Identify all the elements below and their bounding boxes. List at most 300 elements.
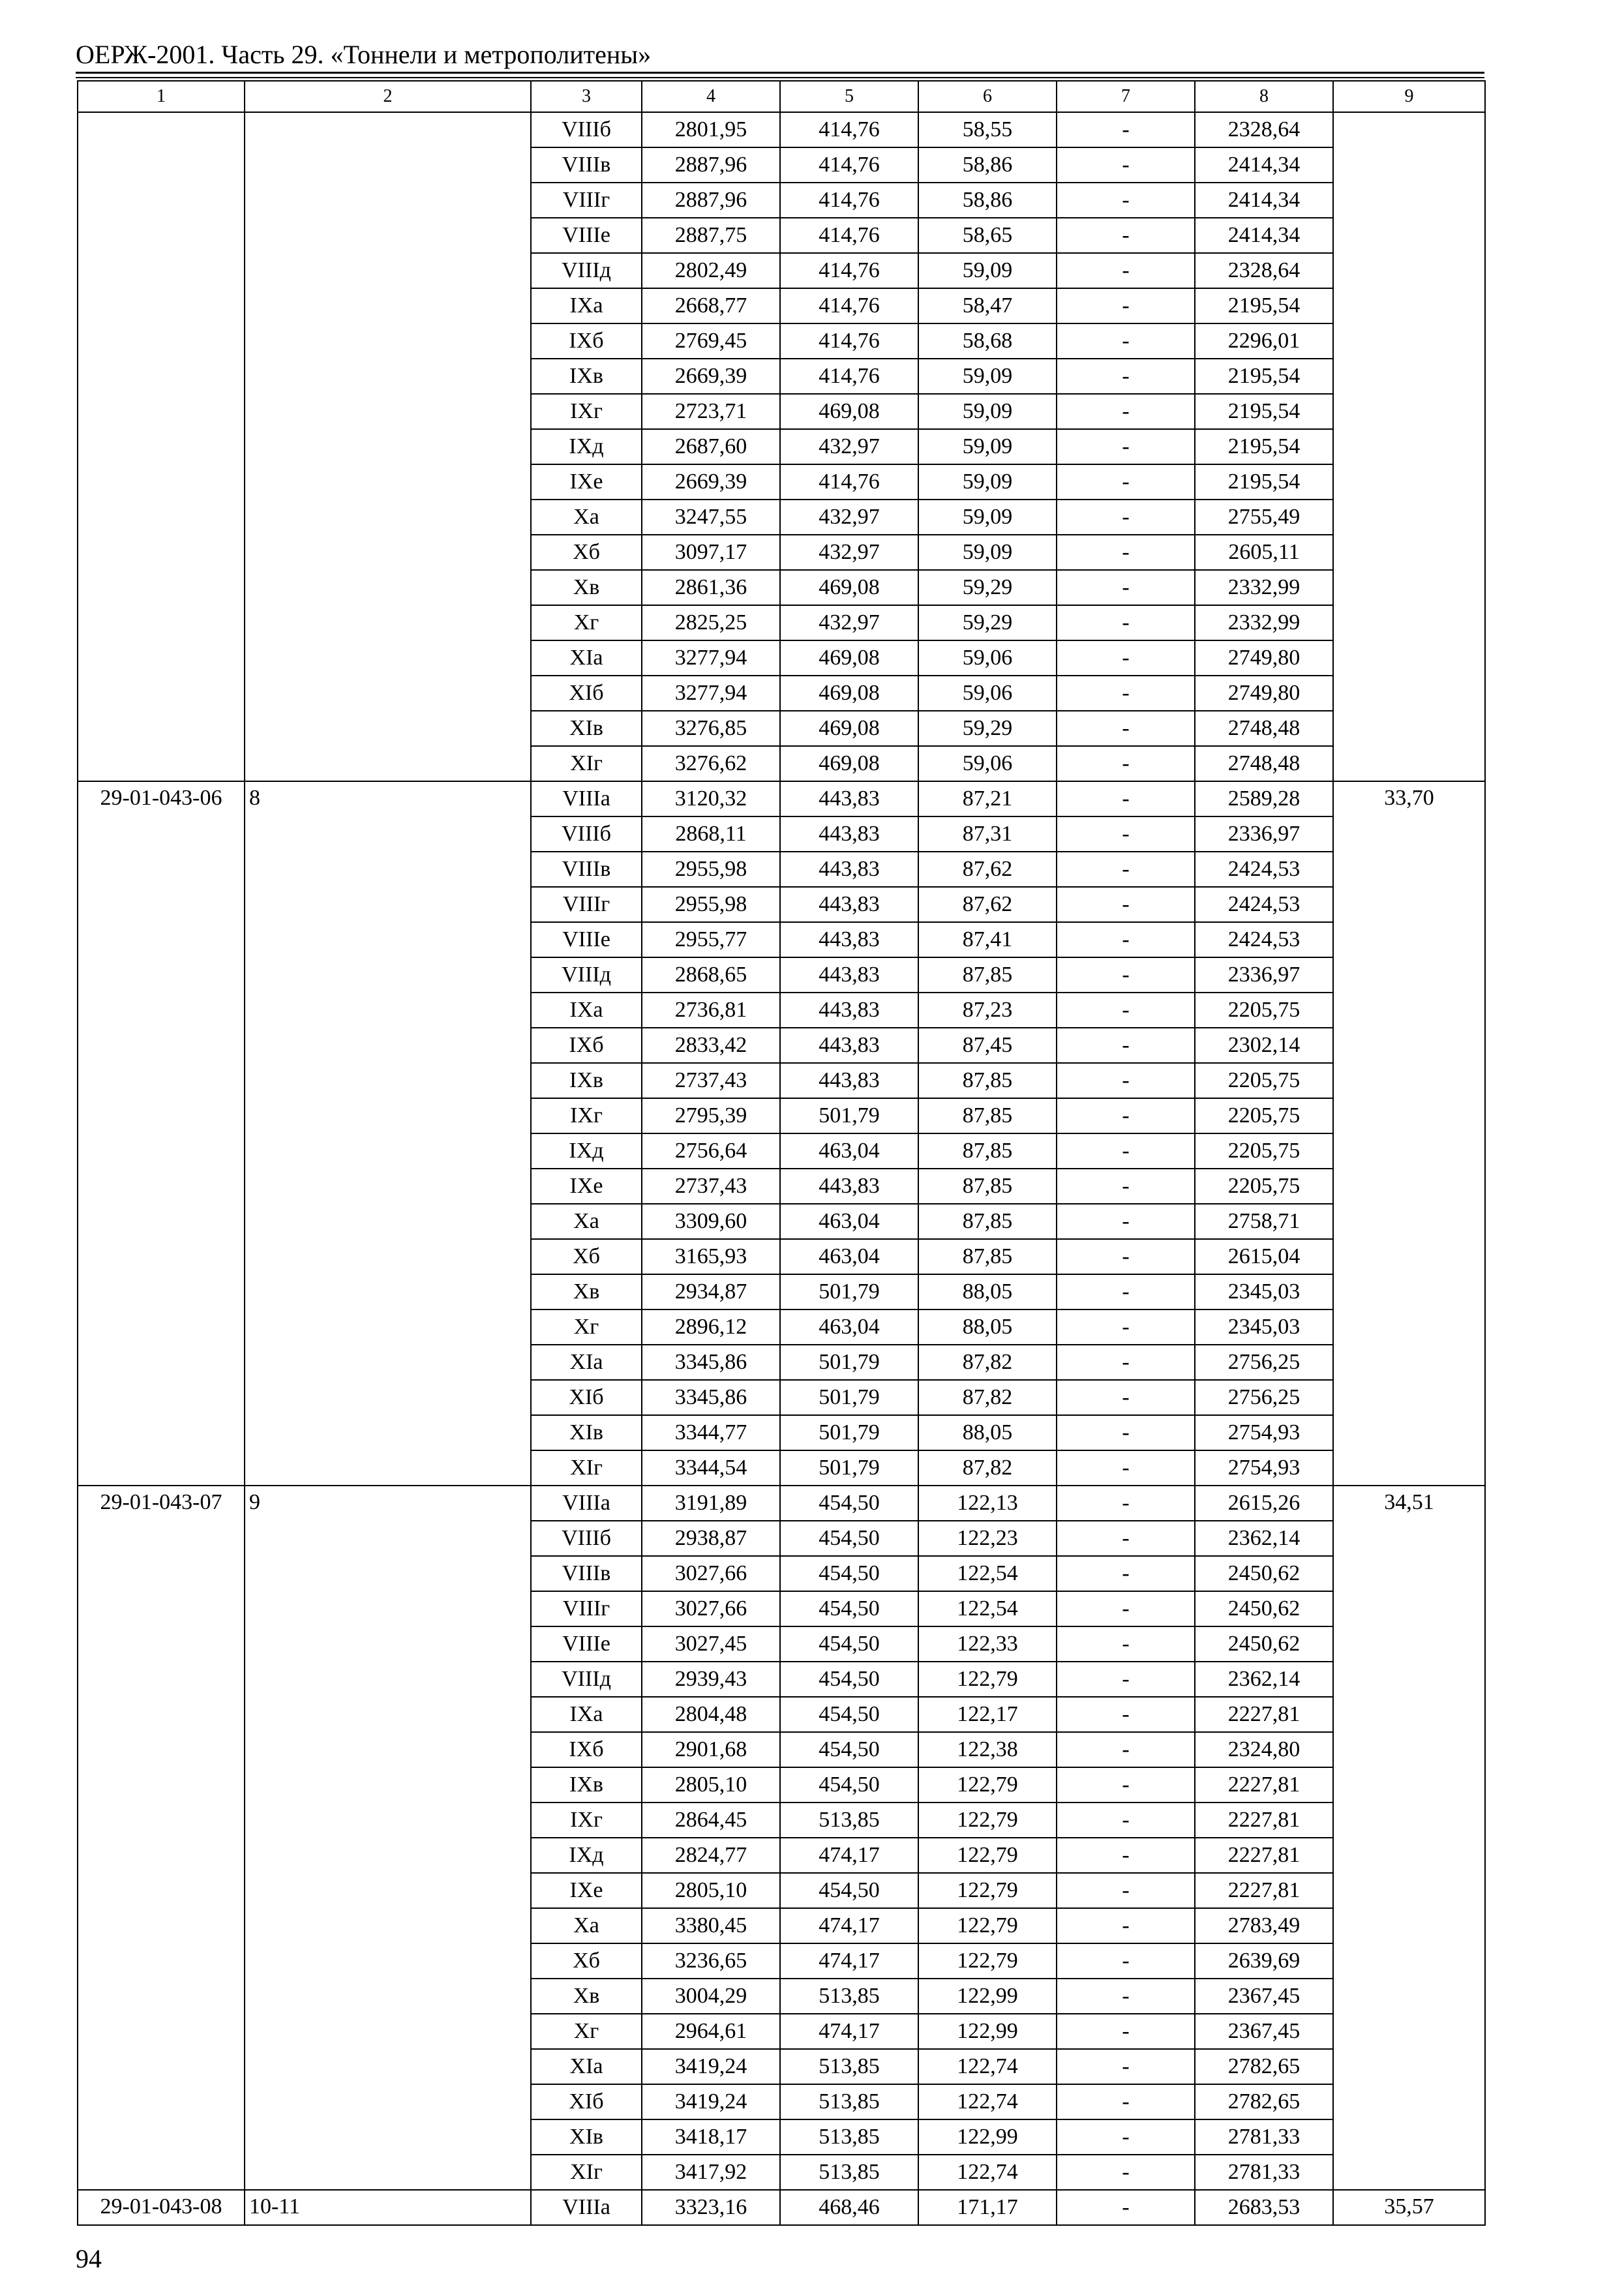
column-number-row [78,81,1485,112]
cell-col-7: - [1057,887,1195,922]
cell-col-3: VIIIв [531,852,642,887]
cell-col-4: 2737,43 [642,1063,780,1098]
cell-col-3: VIIIг [531,183,642,218]
cell-col-3: Xг [531,2014,642,2049]
cell-col-5: 469,08 [780,570,918,605]
cell-col-8: 2749,80 [1195,676,1333,711]
cell-col-8: 2227,81 [1195,1838,1333,1873]
column-header-7: 7 [1057,81,1195,112]
cell-col-6: 122,38 [918,1732,1057,1767]
cell-col-3: IXе [531,464,642,500]
cell-col-6: 122,79 [918,1908,1057,1943]
cell-col-7: - [1057,1591,1195,1626]
cell-col-7: - [1057,1486,1195,1521]
cell-col-5: 414,76 [780,183,918,218]
column-header-5: 5 [780,81,918,112]
cell-col-6: 59,09 [918,394,1057,429]
cell-col-8: 2782,65 [1195,2084,1333,2119]
cell-col-6: 87,41 [918,922,1057,957]
cell-col-7: - [1057,1028,1195,1063]
cell-col-5: 454,50 [780,1732,918,1767]
rates-table [77,80,1486,2226]
cell-col-4: 3419,24 [642,2084,780,2119]
cell-col-6: 122,79 [918,1873,1057,1908]
cell-col-8: 2615,26 [1195,1486,1333,1521]
cell-col-5: 474,17 [780,1838,918,1873]
cell-col-5: 513,85 [780,1979,918,2014]
cell-col-8: 2749,80 [1195,640,1333,676]
cell-col-8: 2748,48 [1195,746,1333,781]
cell-col-5: 414,76 [780,288,918,323]
cell-col-6: 58,65 [918,218,1057,253]
cell-col-4: 2824,77 [642,1838,780,1873]
column-header-2: 2 [245,81,531,112]
cell-col-7: - [1057,640,1195,676]
column-header-9: 9 [1333,81,1485,112]
cell-col-7: - [1057,2155,1195,2190]
cell-col-3: Xв [531,1979,642,2014]
cell-col-5: 454,50 [780,1486,918,1521]
cell-col-7: - [1057,1098,1195,1133]
cell-col-6: 122,99 [918,2014,1057,2049]
cell-col-3: VIIIд [531,1662,642,1697]
cell-col-5: 463,04 [780,1133,918,1169]
cell-col-3: IXд [531,1838,642,1873]
cell-col-3: Xв [531,1274,642,1309]
cell-col-4: 2668,77 [642,288,780,323]
cell-col-3: VIIIе [531,1626,642,1662]
cell-col-8: 2227,81 [1195,1803,1333,1838]
cell-col-5: 454,50 [780,1591,918,1626]
page-number: 94 [76,2244,102,2273]
cell-col-8: 2367,45 [1195,2014,1333,2049]
cell-col-7: - [1057,1415,1195,1450]
cell-col-8: 2195,54 [1195,429,1333,464]
cell-col-8: 2328,64 [1195,112,1333,147]
cell-col-5: 501,79 [780,1098,918,1133]
cell-col-4: 2939,43 [642,1662,780,1697]
cell-col-8: 2414,34 [1195,147,1333,183]
cell-col-5: 443,83 [780,1169,918,1204]
cell-col-4: 3277,94 [642,640,780,676]
cell-col-3: IXд [531,429,642,464]
cell-col-3: Xа [531,500,642,535]
cell-col-6: 59,09 [918,359,1057,394]
table-row [78,112,1485,147]
cell-col-3: XIа [531,640,642,676]
cell-col-8: 2756,25 [1195,1345,1333,1380]
cell-col-4: 3191,89 [642,1486,780,1521]
cell-col-4: 3417,92 [642,2155,780,2190]
cell-col-7: - [1057,1908,1195,1943]
cell-col-7: - [1057,253,1195,288]
cell-col-4: 3097,17 [642,535,780,570]
cell-col-3: VIIIг [531,1591,642,1626]
cell-col-4: 3120,32 [642,781,780,816]
cell-col-7: - [1057,1873,1195,1908]
cell-col-5: 463,04 [780,1204,918,1239]
cell-col-7: - [1057,1943,1195,1979]
cell-col-3: XIа [531,1345,642,1380]
cell-col-6: 122,13 [918,1486,1057,1521]
cell-col-8: 2755,49 [1195,500,1333,535]
cell-col-4: 2864,45 [642,1803,780,1838]
cell-col-8: 2756,25 [1195,1380,1333,1415]
cell-col-7: - [1057,1063,1195,1098]
cell-col-3: Xб [531,1239,642,1274]
cell-col-3: IXа [531,993,642,1028]
cell-col-3: XIб [531,676,642,711]
cell-col-5: 414,76 [780,147,918,183]
cell-col-7: - [1057,1767,1195,1803]
cell-col-7: - [1057,605,1195,640]
cell-col-3: IXв [531,359,642,394]
rate-code-cell: 29-01-043-06 [78,781,245,1486]
cell-col-7: - [1057,1204,1195,1239]
cell-col-4: 3236,65 [642,1943,780,1979]
cell-col-4: 2868,65 [642,957,780,993]
cell-col-3: VIIIд [531,957,642,993]
column-9-cell: 34,51 [1333,1486,1485,2190]
column-header-8: 8 [1195,81,1333,112]
cell-col-8: 2328,64 [1195,253,1333,288]
cell-col-8: 2450,62 [1195,1626,1333,1662]
cell-col-4: 2901,68 [642,1732,780,1767]
cell-col-5: 463,04 [780,1239,918,1274]
cell-col-6: 122,33 [918,1626,1057,1662]
cell-col-7: - [1057,1450,1195,1486]
cell-col-7: - [1057,676,1195,711]
cell-col-7: - [1057,1803,1195,1838]
cell-col-4: 2723,71 [642,394,780,429]
cell-col-3: VIIIб [531,1521,642,1556]
table-header [78,81,1485,112]
cell-col-8: 2227,81 [1195,1767,1333,1803]
cell-col-8: 2639,69 [1195,1943,1333,1979]
cell-col-3: XIв [531,711,642,746]
cell-col-6: 87,23 [918,993,1057,1028]
cell-col-5: 414,76 [780,464,918,500]
cell-col-5: 501,79 [780,1274,918,1309]
cell-col-5: 469,08 [780,394,918,429]
cell-col-5: 469,08 [780,676,918,711]
cell-col-8: 2324,80 [1195,1732,1333,1767]
cell-col-6: 122,54 [918,1591,1057,1626]
cell-col-7: - [1057,288,1195,323]
cell-col-4: 3344,77 [642,1415,780,1450]
cell-col-4: 2964,61 [642,2014,780,2049]
cell-col-6: 87,62 [918,887,1057,922]
cell-col-6: 87,85 [918,1133,1057,1169]
cell-col-4: 2896,12 [642,1309,780,1345]
cell-col-6: 122,99 [918,2119,1057,2155]
cell-col-5: 469,08 [780,746,918,781]
cell-col-4: 2736,81 [642,993,780,1028]
cell-col-3: VIIIд [531,253,642,288]
cell-col-6: 122,23 [918,1521,1057,1556]
cell-col-6: 88,05 [918,1309,1057,1345]
cell-col-5: 414,76 [780,253,918,288]
cell-col-4: 2737,43 [642,1169,780,1204]
column-9-cell: 35,57 [1333,2190,1485,2225]
cell-col-5: 454,50 [780,1873,918,1908]
column-9-cell [1333,112,1485,781]
cell-col-7: - [1057,1626,1195,1662]
cell-col-4: 3027,66 [642,1591,780,1626]
cell-col-7: - [1057,1239,1195,1274]
cell-col-8: 2615,04 [1195,1239,1333,1274]
cell-col-3: VIIIе [531,218,642,253]
cell-col-7: - [1057,781,1195,816]
cell-col-4: 3165,93 [642,1239,780,1274]
cell-col-7: - [1057,1274,1195,1309]
cell-col-5: 443,83 [780,781,918,816]
cell-col-4: 2795,39 [642,1098,780,1133]
cell-col-4: 3276,85 [642,711,780,746]
cell-col-8: 2362,14 [1195,1662,1333,1697]
cell-col-6: 59,09 [918,429,1057,464]
cell-col-3: XIв [531,2119,642,2155]
cell-col-3: Xб [531,535,642,570]
cell-col-8: 2296,01 [1195,323,1333,359]
cell-col-3: IXг [531,394,642,429]
cell-col-3: VIIIа [531,1486,642,1521]
cell-col-3: VIIIа [531,781,642,816]
cell-col-6: 59,06 [918,640,1057,676]
cell-col-7: - [1057,570,1195,605]
cell-col-8: 2195,54 [1195,288,1333,323]
cell-col-5: 443,83 [780,1028,918,1063]
cell-col-4: 2887,96 [642,147,780,183]
cell-col-5: 414,76 [780,359,918,394]
cell-col-8: 2332,99 [1195,570,1333,605]
cell-col-4: 2887,75 [642,218,780,253]
rate-code-cell [78,112,245,781]
cell-col-8: 2345,03 [1195,1309,1333,1345]
cell-col-7: - [1057,1345,1195,1380]
cell-col-8: 2424,53 [1195,887,1333,922]
column-2-cell: 8 [245,781,531,1486]
cell-col-6: 87,82 [918,1345,1057,1380]
cell-col-4: 2805,10 [642,1873,780,1908]
cell-col-3: XIг [531,2155,642,2190]
cell-col-7: - [1057,112,1195,147]
cell-col-3: IXе [531,1169,642,1204]
cell-col-4: 3419,24 [642,2049,780,2084]
cell-col-5: 454,50 [780,1662,918,1697]
cell-col-6: 122,74 [918,2049,1057,2084]
cell-col-5: 469,08 [780,640,918,676]
cell-col-6: 122,99 [918,1979,1057,2014]
cell-col-7: - [1057,323,1195,359]
cell-col-7: - [1057,218,1195,253]
cell-col-8: 2227,81 [1195,1873,1333,1908]
cell-col-5: 454,50 [780,1626,918,1662]
cell-col-4: 2934,87 [642,1274,780,1309]
cell-col-8: 2748,48 [1195,711,1333,746]
cell-col-3: IXв [531,1063,642,1098]
cell-col-3: Xг [531,605,642,640]
cell-col-8: 2302,14 [1195,1028,1333,1063]
cell-col-4: 2833,42 [642,1028,780,1063]
cell-col-5: 432,97 [780,429,918,464]
cell-col-5: 443,83 [780,887,918,922]
cell-col-5: 501,79 [780,1345,918,1380]
cell-col-6: 58,55 [918,112,1057,147]
cell-col-3: IXд [531,1133,642,1169]
cell-col-8: 2195,54 [1195,464,1333,500]
column-2-cell: 9 [245,1486,531,2190]
cell-col-3: VIIIа [531,2190,642,2225]
cell-col-6: 87,85 [918,1098,1057,1133]
cell-col-4: 2861,36 [642,570,780,605]
cell-col-6: 59,29 [918,605,1057,640]
cell-col-6: 88,05 [918,1274,1057,1309]
cell-col-5: 513,85 [780,2084,918,2119]
cell-col-4: 3418,17 [642,2119,780,2155]
cell-col-5: 513,85 [780,2049,918,2084]
cell-col-6: 58,86 [918,147,1057,183]
cell-col-7: - [1057,711,1195,746]
cell-col-5: 474,17 [780,1943,918,1979]
cell-col-7: - [1057,1380,1195,1415]
cell-col-8: 2424,53 [1195,922,1333,957]
cell-col-3: VIIIв [531,1556,642,1591]
cell-col-4: 2887,96 [642,183,780,218]
cell-col-8: 2589,28 [1195,781,1333,816]
cell-col-5: 454,50 [780,1697,918,1732]
cell-col-4: 2669,39 [642,359,780,394]
cell-col-7: - [1057,1133,1195,1169]
cell-col-5: 432,97 [780,605,918,640]
column-header-4: 4 [642,81,780,112]
cell-col-8: 2683,53 [1195,2190,1333,2225]
table-row [78,1486,1485,1521]
cell-col-6: 88,05 [918,1415,1057,1450]
cell-col-6: 122,79 [918,1838,1057,1873]
header-rule-thin [76,77,1484,78]
cell-col-6: 87,85 [918,1063,1057,1098]
cell-col-4: 3027,45 [642,1626,780,1662]
cell-col-7: - [1057,816,1195,852]
cell-col-4: 2955,77 [642,922,780,957]
cell-col-6: 122,54 [918,1556,1057,1591]
cell-col-3: IXа [531,1697,642,1732]
cell-col-6: 87,21 [918,781,1057,816]
cell-col-8: 2782,65 [1195,2049,1333,2084]
cell-col-4: 2802,49 [642,253,780,288]
cell-col-4: 3247,55 [642,500,780,535]
cell-col-6: 122,79 [918,1662,1057,1697]
cell-col-8: 2414,34 [1195,218,1333,253]
cell-col-5: 501,79 [780,1380,918,1415]
column-header-6: 6 [918,81,1057,112]
cell-col-5: 463,04 [780,1309,918,1345]
cell-col-5: 454,50 [780,1521,918,1556]
cell-col-6: 59,06 [918,676,1057,711]
cell-col-4: 3277,94 [642,676,780,711]
cell-col-8: 2205,75 [1195,1169,1333,1204]
cell-col-5: 468,46 [780,2190,918,2225]
cell-col-5: 443,83 [780,957,918,993]
cell-col-6: 58,68 [918,323,1057,359]
cell-col-7: - [1057,394,1195,429]
cell-col-7: - [1057,2190,1195,2225]
cell-col-7: - [1057,464,1195,500]
cell-col-7: - [1057,1556,1195,1591]
cell-col-3: Xа [531,1204,642,1239]
cell-col-6: 87,82 [918,1450,1057,1486]
cell-col-7: - [1057,2084,1195,2119]
cell-col-7: - [1057,359,1195,394]
header-rule-thick [76,72,1484,74]
table-row [78,2190,1485,2225]
cell-col-8: 2783,49 [1195,1908,1333,1943]
cell-col-3: IXб [531,1732,642,1767]
cell-col-3: IXг [531,1098,642,1133]
cell-col-3: IXб [531,323,642,359]
cell-col-3: VIIIб [531,816,642,852]
cell-col-6: 122,17 [918,1697,1057,1732]
cell-col-8: 2367,45 [1195,1979,1333,2014]
cell-col-7: - [1057,429,1195,464]
cell-col-5: 513,85 [780,2119,918,2155]
cell-col-7: - [1057,1838,1195,1873]
cell-col-8: 2450,62 [1195,1591,1333,1626]
cell-col-8: 2754,93 [1195,1415,1333,1450]
column-header-3: 3 [531,81,642,112]
rate-code-cell: 29-01-043-07 [78,1486,245,2190]
cell-col-7: - [1057,147,1195,183]
cell-col-7: - [1057,746,1195,781]
rate-code-cell: 29-01-043-08 [78,2190,245,2225]
cell-col-3: IXв [531,1767,642,1803]
cell-col-8: 2195,54 [1195,394,1333,429]
table-row [78,781,1485,816]
cell-col-8: 2781,33 [1195,2155,1333,2190]
cell-col-3: XIб [531,1380,642,1415]
cell-col-7: - [1057,1979,1195,2014]
cell-col-4: 3344,54 [642,1450,780,1486]
cell-col-4: 2868,11 [642,816,780,852]
cell-col-6: 59,09 [918,253,1057,288]
column-2-cell: 10-11 [245,2190,531,2225]
cell-col-5: 513,85 [780,2155,918,2190]
column-9-cell: 33,70 [1333,781,1485,1486]
cell-col-8: 2205,75 [1195,1133,1333,1169]
cell-col-5: 443,83 [780,816,918,852]
cell-col-7: - [1057,957,1195,993]
cell-col-8: 2205,75 [1195,993,1333,1028]
cell-col-3: IXе [531,1873,642,1908]
cell-col-3: IXг [531,1803,642,1838]
cell-col-8: 2195,54 [1195,359,1333,394]
cell-col-7: - [1057,1309,1195,1345]
cell-col-7: - [1057,1521,1195,1556]
cell-col-6: 59,29 [918,570,1057,605]
cell-col-3: XIв [531,1415,642,1450]
cell-col-8: 2424,53 [1195,852,1333,887]
cell-col-3: Xб [531,1943,642,1979]
cell-col-8: 2205,75 [1195,1098,1333,1133]
cell-col-8: 2605,11 [1195,535,1333,570]
cell-col-7: - [1057,922,1195,957]
cell-col-4: 3345,86 [642,1345,780,1380]
cell-col-4: 3004,29 [642,1979,780,2014]
cell-col-8: 2336,97 [1195,816,1333,852]
cell-col-6: 122,74 [918,2084,1057,2119]
cell-col-3: VIIIв [531,147,642,183]
